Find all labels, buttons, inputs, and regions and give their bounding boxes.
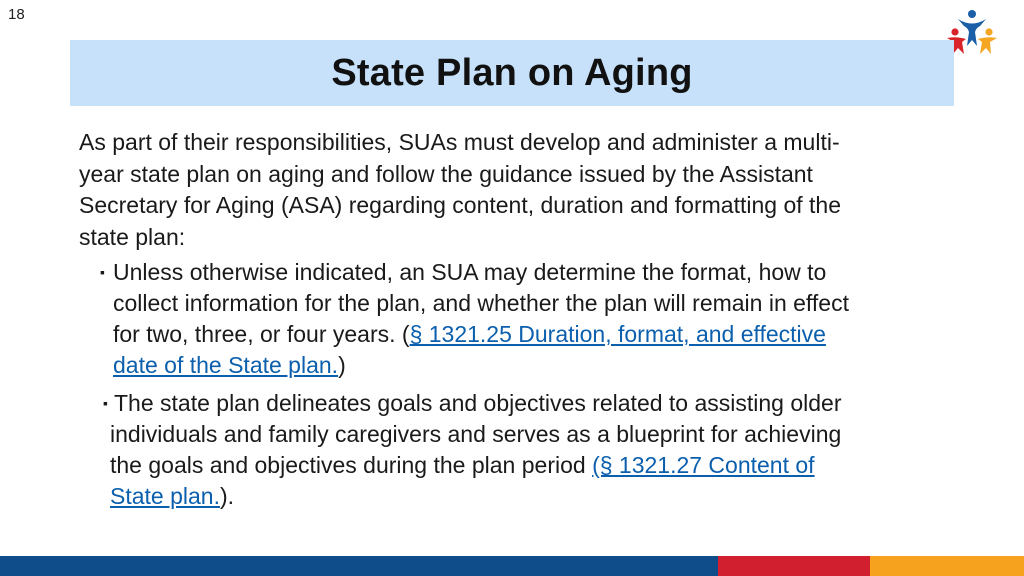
bullet-text: ) [338, 352, 346, 378]
bullet-line: collect information for the plan, and whether the plan will remain in effect [113, 290, 849, 316]
citation-link-1321-27-cont[interactable]: State plan. [110, 483, 220, 509]
footer-color-bar [0, 556, 1024, 576]
bullet-line [103, 450, 953, 481]
intro-line: state plan: [79, 223, 186, 250]
bullet-text: The state plan delineates goals and objectives related to assisting older [114, 390, 842, 416]
bullet-text: the goals and objectives during the plan period [110, 452, 593, 478]
bullet-text: Unless otherwise indicated, an SUA may determine the format, how to [113, 259, 827, 285]
page-title: State Plan on Aging [331, 51, 693, 94]
bullet-line [103, 481, 953, 512]
bullet-item-format [100, 257, 950, 381]
title-banner [70, 40, 954, 106]
intro-line: Secretary for Aging (ASA) regarding content, duration and formatting of the [79, 192, 841, 218]
citation-link-1321-27[interactable]: (§ 1321.27 Content of [592, 452, 815, 478]
bullet-marker-icon: ▪ [100, 264, 105, 280]
bullet-line [103, 388, 953, 419]
bullet-line [100, 350, 950, 381]
footer-segment-orange [870, 556, 1024, 576]
footer-segment-blue [0, 556, 718, 576]
bullet-item-goals [103, 388, 953, 512]
bullet-line: individuals and family caregivers and serves as a blueprint for achieving [110, 421, 842, 447]
bullet-text: ). [219, 483, 235, 509]
citation-link-1321-25-cont[interactable]: date of the State plan. [113, 352, 339, 378]
bullet-line [100, 257, 950, 288]
intro-line: year state plan on aging and follow the guidance issued by the Assistant [79, 160, 813, 187]
bullet-marker-icon: ▪ [103, 395, 108, 411]
footer-segment-red [718, 556, 870, 576]
bullet-text: for two, three, or four years. ( [113, 321, 410, 347]
slide-number: 18 [8, 6, 25, 23]
intro-line: As part of their responsibilities, SUAs must develop and administer a multi- [79, 129, 840, 155]
citation-link-1321-25[interactable]: § 1321.25 Duration, format, and effective [409, 321, 826, 347]
bullet-line [100, 319, 950, 350]
intro-paragraph [79, 127, 959, 253]
